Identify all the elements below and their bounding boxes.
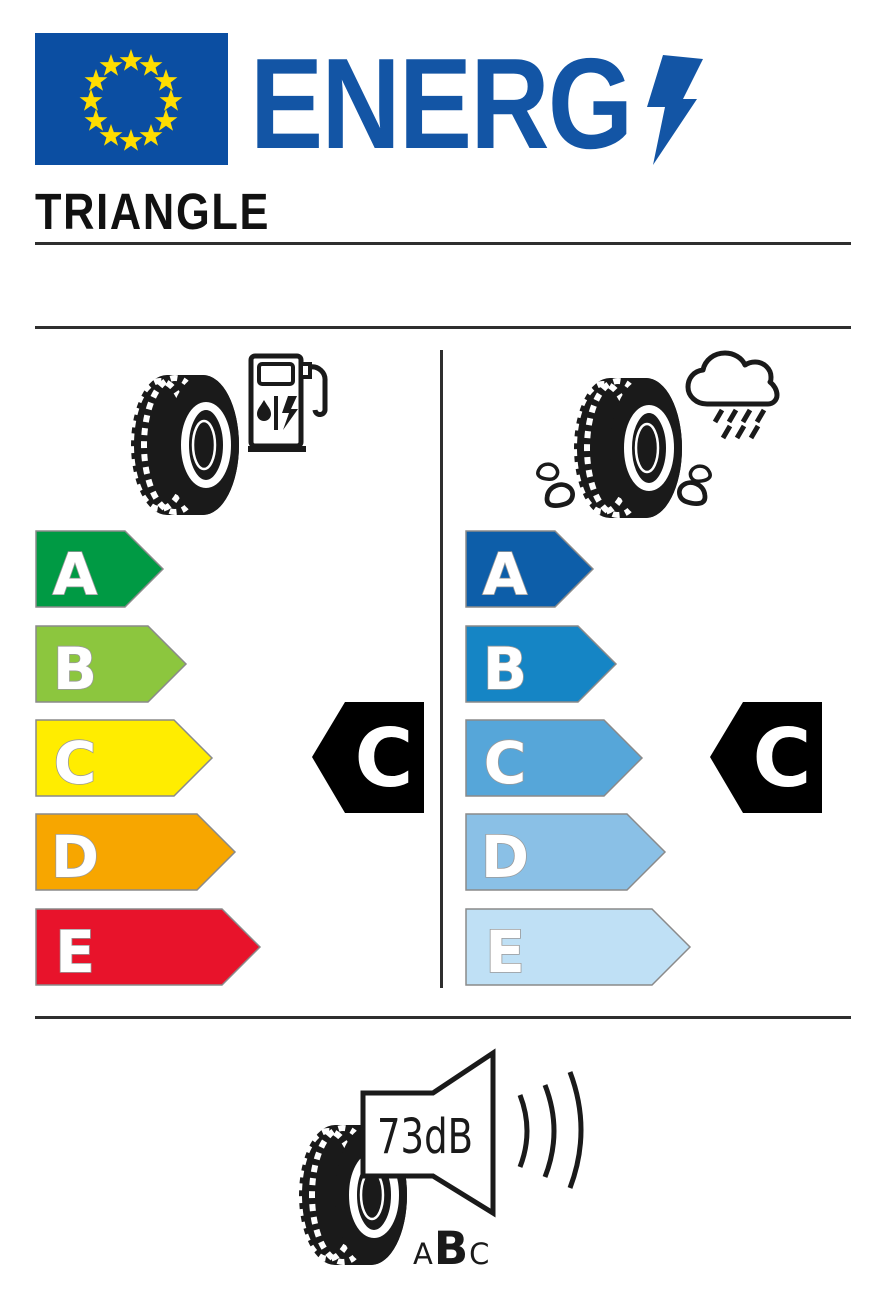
rule-top [35,242,851,245]
wet-grip-class-d-label: D [480,823,530,891]
fuel-class-a-label: A [52,540,98,608]
eu-flag-icon [35,33,228,165]
wet-grip-class-e-arrow [465,908,692,986]
column-divider [440,350,443,988]
wet-grip-class-b-arrow [465,625,618,703]
noise-class-c: C [469,1237,491,1271]
fuel-rating-letter: C [354,712,414,805]
wet-grip-class-a-label: A [482,540,528,608]
noise-speaker-icon [355,1048,600,1218]
wet-grip-class-c-label: C [483,729,527,797]
lightning-bolt-icon [647,55,705,165]
rule-upper [35,326,851,329]
brand-name: TRIANGLE [35,183,271,240]
noise-class-b-selected: B [433,1222,470,1275]
fuel-rating-badge [312,702,425,814]
wet-grip-rating-letter: C [752,712,812,805]
fuel-class-b-label: B [52,635,98,703]
fuel-class-e-arrow [35,908,262,986]
noise-level-value: 73dB [377,1109,473,1165]
noise-class-a: A [413,1237,434,1271]
fuel-class-a-arrow [35,530,165,608]
tire-icon [130,374,240,516]
wet-grip-class-b-label: B [482,635,528,703]
wet-grip-rating-badge [710,702,823,814]
fuel-class-b-arrow [35,625,188,703]
fuel-class-c-arrow [35,719,214,797]
fuel-class-d-arrow [35,813,237,891]
rain-drops-icon [715,410,764,438]
fuel-pump-icon [248,350,332,456]
sound-waves-icon [520,1072,581,1188]
wet-grip-class-e-label: E [485,918,525,986]
noise-class-scale [413,1222,490,1275]
fuel-class-c-label: C [53,729,97,797]
wet-grip-class-d-arrow [465,813,667,891]
fuel-class-e-label: E [55,918,95,986]
rule-lower [35,1016,851,1019]
rain-cloud-icon [685,348,780,448]
fuel-class-d-label: D [50,823,100,891]
wet-grip-class-c-arrow [465,719,644,797]
wet-grip-class-a-arrow [465,530,595,608]
energ-logo-text: ENERG [250,32,632,176]
